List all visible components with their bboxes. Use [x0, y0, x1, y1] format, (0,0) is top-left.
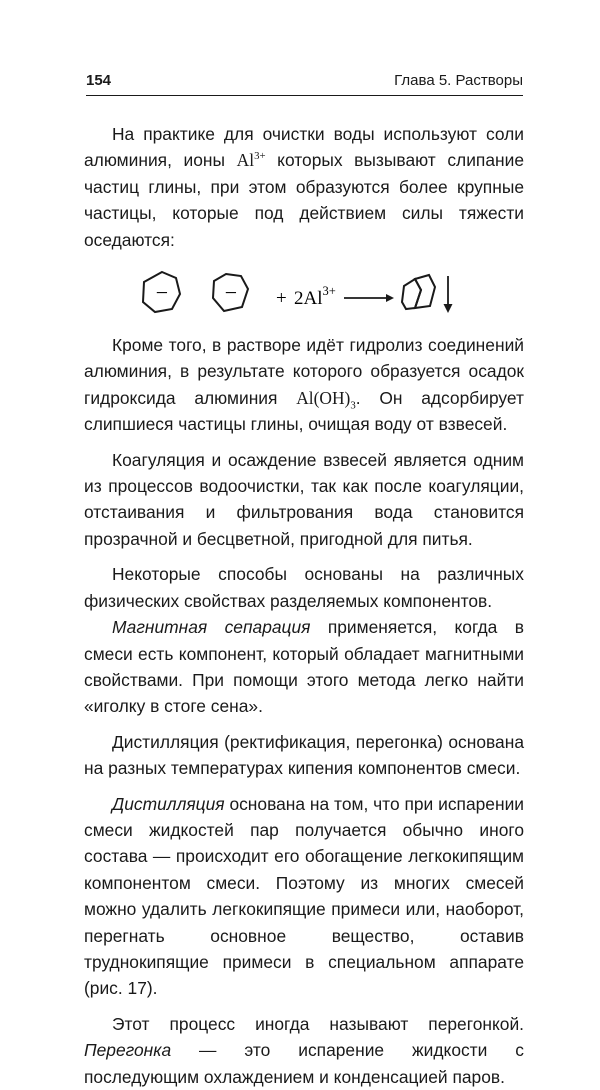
formula-subscript: 3: [350, 399, 356, 412]
header-rule: [86, 95, 523, 96]
formula-text: Al(OH): [296, 387, 351, 408]
paragraph-text: . Он адсорбирует слипшиеся частицы глины, очищая воду от взвесей.: [84, 387, 524, 435]
aluminium-ion: [237, 150, 266, 170]
coagulation-scheme: [84, 262, 524, 326]
aluminium-hydroxide-formula: [296, 387, 356, 412]
reaction-arrow: [344, 294, 394, 302]
paragraph-peregonka: [84, 1011, 524, 1090]
paragraph-text: которых вызывают слипание частиц глины, при этом образуются более крупные частицы, которые под действием силы тяжести оседаются:: [84, 150, 524, 250]
running-title: Глава 5. Растворы: [394, 72, 523, 89]
paragraph-text: На практике для очистки воды используют соли алюминия, ионы: [84, 124, 524, 171]
reagent-aluminium-ion: [294, 284, 336, 309]
negative-charge-sign: −: [224, 280, 238, 306]
page-body: [84, 121, 524, 1090]
paragraph-physical-methods: Некоторые способы основаны на различных физических свойствах разделяемых компонентов.: [84, 564, 524, 611]
paragraph-text: Кроме того, в растворе идёт гидролиз соединений алюминия, в результате которого образуется осадок гидроксида алюминия: [84, 335, 524, 408]
clay-particle-1: [143, 272, 180, 312]
paragraph-distillation-intro: Дистилляция (ректификация, перегонка) основана на разных температурах кипения компонентов смеси.: [84, 731, 524, 779]
page-header: [86, 64, 523, 96]
paragraph-distillation: [84, 791, 524, 1002]
sediment-arrow-icon: [444, 276, 453, 313]
paragraph-text: основана на том, что при испарении смеси жидкостей пар получается обычно иного состава — происходит его обогащение легкокипящим компонентом смеси. Поэтому из многих смесей можно удалить легкокипящие примеси или, наоборот, перегнать основное вещество, оставив труднокипящие примеси в специальном аппарате (рис. 17).: [84, 793, 524, 999]
plus-sign: +: [276, 288, 287, 310]
coefficient: 2: [294, 288, 304, 310]
term-distillation: Дистилляция: [112, 793, 225, 814]
negative-charge-sign: −: [155, 280, 169, 306]
term-peregonka: Перегонка: [84, 1040, 172, 1061]
paragraph-magnetic-separation: [84, 614, 524, 720]
ion-symbol: Al: [303, 288, 323, 310]
coagulated-particle: [402, 275, 435, 309]
paragraph-text: применяется, когда в смеси есть компонент, который обладает магнитными свойствами. При помощи этого метода легко найти «иголку в стоге сена».: [84, 617, 524, 717]
paragraph-text: — это испарение жидкости с последующим охлаждением и конденсацией паров.: [84, 1040, 524, 1087]
clay-particle-2: [213, 274, 248, 311]
ion-symbol: Al: [236, 150, 255, 171]
ion-charge: 3+: [254, 150, 266, 163]
paragraph-coagulation: Коагуляция и осаждение взвесей является одним из процессов водоочистки, так как после коагуляции, отстаивания и фильтрования вода становится прозрачной и бесцветной, пригодной для питья.: [84, 449, 524, 549]
term-magnetic-separation: Магнитная сепарация: [112, 617, 311, 638]
paragraph-coagulation-intro: [84, 121, 524, 253]
paragraph-hydrolysis: [84, 332, 524, 438]
ion-charge: 3+: [322, 284, 336, 299]
coagulation-scheme-drawing: [84, 262, 524, 326]
paragraph-text: Этот процесс иногда называют перегонкой.: [112, 1013, 524, 1034]
page-number: 154: [86, 72, 112, 89]
